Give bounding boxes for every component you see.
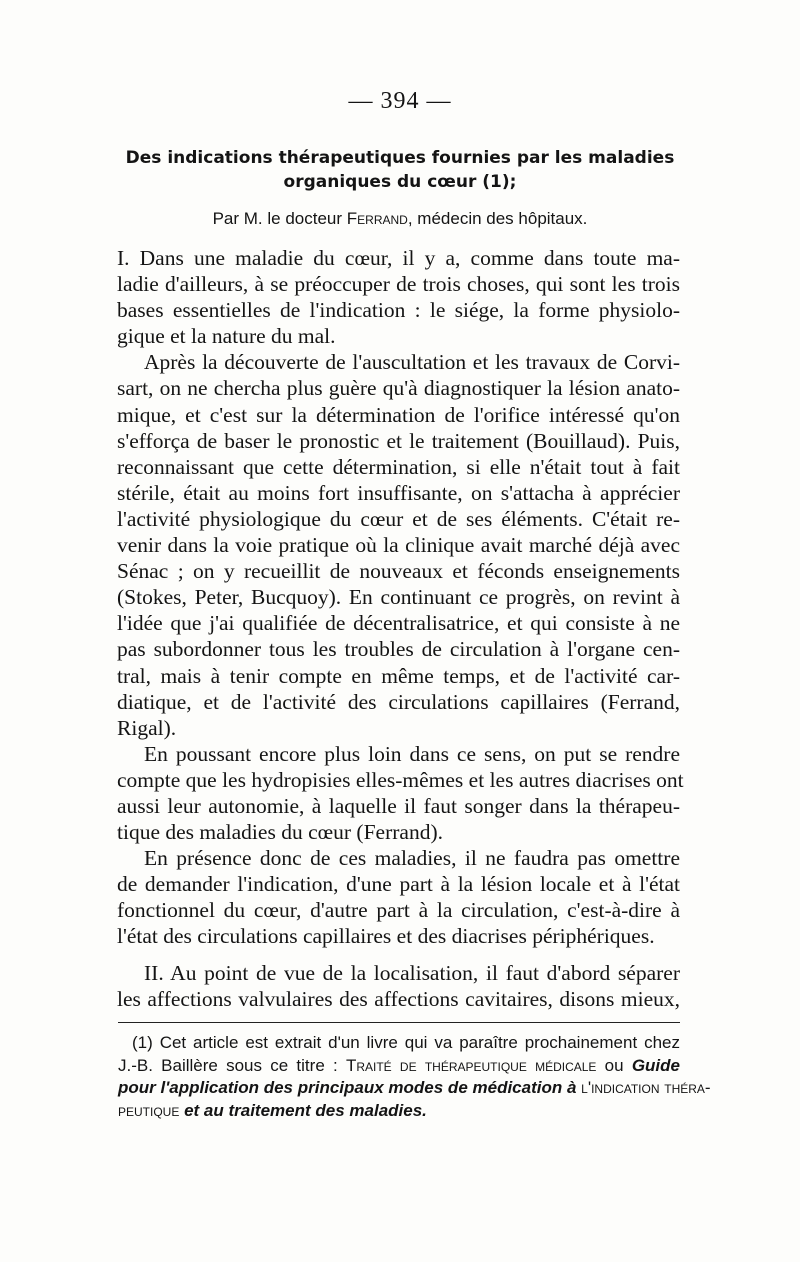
footnote-book-title: Traité de thérapeutique médicale <box>345 1055 597 1075</box>
footnote-subtitle-start: Guide <box>631 1055 680 1075</box>
author-name: Ferrand, <box>346 209 413 228</box>
body-line: pas subordonner tous les troubles de circulation à l'organe cen- <box>117 637 680 662</box>
body-line: En présence donc de ces maladies, il ne faudra pas omettre <box>144 846 680 871</box>
body-line: stérile, était au moins fort insuffisante, on s'attacha à apprécier <box>117 480 680 505</box>
article-body <box>117 245 684 1012</box>
body-line: gique et la nature du mal. <box>117 324 336 349</box>
body-line: Sénac ; on y recueillit de nouveaux et féconds enseignements <box>117 559 680 584</box>
body-line: de demander l'indication, d'une part à la lésion locale et à l'état <box>117 872 680 897</box>
footnote-rule <box>118 1022 680 1023</box>
body-line: sart, on ne chercha plus guère qu'à diagnostiquer la lésion anato- <box>117 376 680 401</box>
body-line: Après la découverte de l'auscultation et les travaux de Corvi- <box>144 350 680 375</box>
body-line: (Stokes, Peter, Bucquoy). En continuant ce progrès, on revint à <box>117 585 680 610</box>
footnote-line <box>118 1055 680 1078</box>
body-line: l'activité physiologique du cœur et de ses éléments. C'était re- <box>117 506 680 531</box>
footnote-subtitle-sc: l'indication théra- <box>581 1078 711 1097</box>
footnote-subtitle-sc-end: peutique <box>118 1100 180 1120</box>
footnote-line <box>118 1100 680 1123</box>
body-line: venir dans la voie pratique où la clinique avait marché déjà avec <box>117 533 680 558</box>
body-line: ladie d'ailleurs, à se préoccuper de trois choses, qui sont les trois <box>117 272 680 297</box>
title-line-2: organiques du cœur (1); <box>283 172 517 192</box>
body-line: mique, et c'est sur la détermination de l'orifice intéressé qu'on <box>117 402 680 427</box>
footnote-subtitle-end: et au traitement des maladies. <box>184 1100 427 1120</box>
body-line: I. Dans une maladie du cœur, il y a, comme dans toute ma- <box>117 246 680 270</box>
article-title <box>100 146 700 194</box>
footnote-publisher: J.-B. Baillère sous ce titre : <box>118 1055 338 1075</box>
title-line-1: Des indications thérapeutiques fournies par les maladies <box>125 148 675 168</box>
body-line: II. Au point de vue de la localisation, il faut d'abord séparer <box>144 960 680 985</box>
body-line: aussi leur autonomie, à laquelle il faut songer dans la thérapeu- <box>117 793 680 818</box>
body-line: s'efforça de baser le pronostic et le traitement (Bouillaud). Puis, <box>117 428 680 453</box>
body-line: tique des maladies du cœur (Ferrand). <box>117 820 443 845</box>
byline <box>100 209 700 229</box>
footnote-subtitle: pour l'application des principaux modes de médication à <box>118 1078 577 1097</box>
body-line: reconnaissant que cette détermination, si elle n'était tout à fait <box>117 454 680 479</box>
footnote-line: (1) Cet article est extrait d'un livre qui va paraître prochainement chez <box>132 1033 680 1052</box>
byline-prefix: Par M. le docteur <box>212 209 343 228</box>
body-line: Rigal). <box>117 715 177 740</box>
body-line: En poussant encore plus loin dans ce sens, on put se rendre <box>144 741 680 766</box>
body-line: fonctionnel du cœur, d'autre part à la circulation, c'est-à-dire à <box>117 898 680 923</box>
footnote-line <box>118 1077 711 1100</box>
body-line: bases essentielles de l'indication : le siége, la forme physiolo- <box>117 298 680 323</box>
footnote <box>118 1032 711 1122</box>
body-line: l'idée que j'ai qualifiée de décentralisatrice, et qui consiste à ne <box>117 611 680 636</box>
body-line: compte que les hydropisies elles-mêmes et les autres diacrises ont <box>117 767 684 792</box>
body-line: l'état des circulations capillaires et des diacrises périphériques. <box>117 924 655 949</box>
footnote-connector: ou <box>604 1055 624 1075</box>
body-line: diatique, et de l'activité des circulations capillaires (Ferrand, <box>117 689 680 714</box>
body-line: tral, mais à tenir compte en même temps, et de l'activité car- <box>117 663 680 688</box>
byline-suffix: médecin des hôpitaux. <box>417 209 588 228</box>
page-number: — 394 — <box>348 88 452 114</box>
body-line: les affections valvulaires des affections cavitaires, disons mieux, <box>117 986 680 1011</box>
